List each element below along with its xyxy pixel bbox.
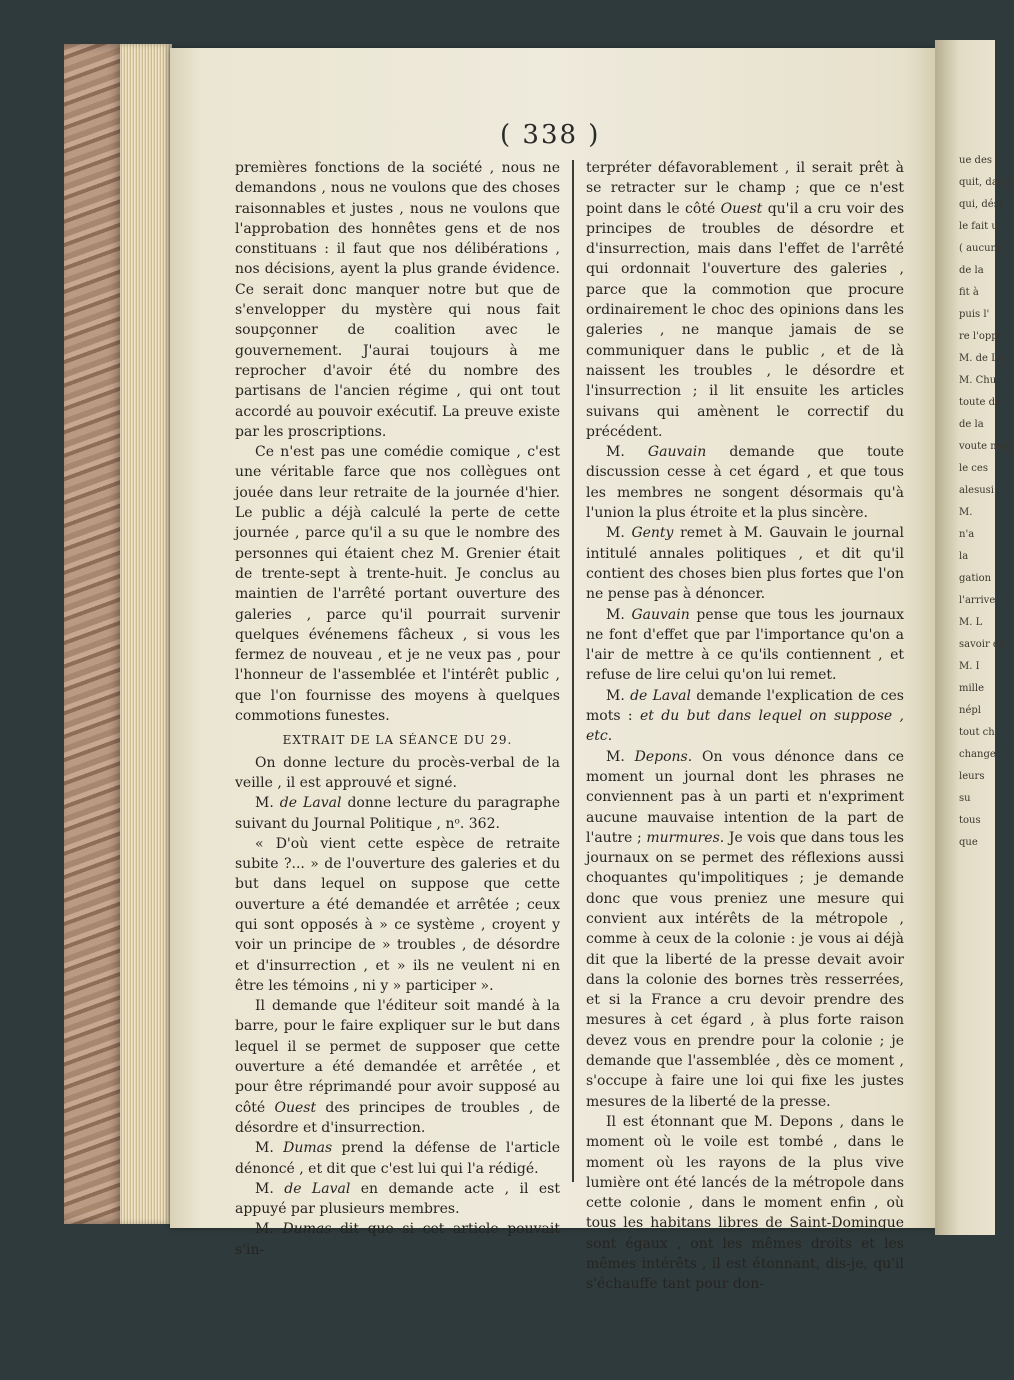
italic-text: Gauvain	[647, 444, 707, 461]
adjacent-page-text: ue des l quit, dans qui, dési le fait ui ( aucune de la fit à puis l' re l'oppr M. de La M. Chu toute de de la voute mais le ces alesusi M. n'a la gation l'arrive M. L savoir de M. I mille népl tout ch change leurs su tous que	[959, 155, 1014, 848]
italic-text: Ouest	[720, 200, 763, 217]
paragraph	[586, 158, 904, 442]
italic-text: Genty	[631, 525, 674, 542]
text-run: en demande acte , il est appuyé par plusieurs membres.	[235, 1180, 560, 1218]
paragraph	[586, 523, 904, 604]
text-run: On donne lecture du procès-verbal de la veille , il est approuvé et signé.	[235, 754, 560, 791]
paragraph	[586, 442, 904, 523]
text-run: Je vois que dans tous les journaux on se permet des réflexions aussi choquantes qu'impolitiques ; je demande donc que vous preniez une mesure qui convient aux intérêts de la métropole , comme à ceux de la colonie : je vous ai déjà dit que la liberté de la presse devait avoir dans la colonie des bornes très resserrées, et si la France a cru devoir prendre des mesures à cet égard , à plus forte raison devez vous en prendre pour la colonie ; je demande que l'assemblée , dès ce moment , s'occupe à faire une loi qui fixe les justes mesures de la liberté de la presse.	[586, 829, 904, 1110]
text-run: Il demande que l'éditeur soit mandé à la barre, pour le faire expliquer sur le but dans lequel il se permet de supposer que cette ouverture a été demandée et arrêtée , et pour être réprimandé pour avoir supposé au côté	[235, 998, 560, 1116]
paragraph	[235, 1179, 560, 1220]
text-run: demande l'explication de ces mots :	[586, 687, 904, 725]
text-run: dit que si cet article pouvait s'in-	[235, 1221, 560, 1258]
text-run: M.	[606, 748, 635, 765]
text-run: EXTRAIT DE LA SÉANCE DU 29.	[282, 733, 513, 748]
text-run: M.	[255, 1180, 285, 1197]
text-run: demande que toute discussion cesse à cet égard , et que tous les membres ne songent désormais qu'à l'union la plus étroite et la plus sincère.	[586, 444, 904, 522]
paragraph	[586, 605, 904, 686]
italic-text: Ouest	[274, 1099, 317, 1116]
text-run: Ce n'est pas une comédie comique , c'est une véritable farce que nos collègues ont jouée dans leur retraite de la journée d'hier. Le public a déjà calculé la perte de cette journée , parce qu'il a su que le nombre des personnes qui étaient chez M. Grenier était de trente-sept à trente-huit. Je conclus au maintien de l'arrêté portant ouverture des galeries , parce qu'il pourrait survenir quelques événemens fâcheux , si vous les fermez de nouveau , et je ne veux pas , pour l'honneur de l'assemblée et l'intérêt public , que l'on fournisse des moyens à quelques commotions funestes.	[235, 444, 560, 725]
italic-text: et du but dans lequel on suppose , etc.	[586, 708, 905, 745]
italic-text: Dumas	[283, 1140, 333, 1157]
section-heading	[235, 730, 560, 750]
italic-text: de Laval	[630, 687, 691, 704]
italic-text: de Laval	[284, 1180, 351, 1197]
paragraph	[235, 442, 560, 726]
column-divider	[572, 160, 574, 1182]
text-run: M.	[606, 687, 631, 704]
paragraph	[235, 1219, 560, 1260]
text-run: M.	[606, 525, 632, 542]
right-column	[586, 158, 904, 1295]
left-column	[235, 158, 560, 1260]
text-run: M.	[255, 795, 280, 812]
text-run: M.	[255, 1140, 284, 1157]
page-edges	[120, 44, 172, 1224]
paragraph	[235, 753, 560, 794]
paragraph	[235, 996, 560, 1138]
italic-text: Gauvain	[631, 606, 690, 623]
text-run: qu'il a cru voir des principes de troubles de désordre et d'insurrection, mais dans l'effet de l'arrêté qui ordonnait l'ouverture des galeries , parce que la commotion que procure ordinairement le choc des opinions dans les galeries , ne manque jamais de se communiquer dans le public , et de là naissent les troubles , le désordre et l'insurrection ; il lit ensuite les articles suivans qui amènent le correctif du précédent.	[586, 200, 905, 440]
paragraph	[235, 793, 560, 834]
text-run: « D'où vient cette espèce de retraite subite ?... » de l'ouverture des galeries et du but dans lequel on suppose que cette ouverture a été demandée et arrêtée ; ceux qui sont opposés à » ce système , croyent y voir un principe de » troubles , de désordre et d'insurrection , et » ils ne veulent ni en être les témoins , ni y » participer ».	[235, 835, 560, 994]
text-run: des principes de troubles , de désordre et d'insurrection.	[235, 1099, 560, 1136]
text-run: donne lecture du paragraphe suivant du Journal Politique , nᵒ. 362.	[235, 795, 560, 832]
text-run: On vous dénonce dans ce moment un journal dont les phrases ne conviennent pas à un parti et n'expriment aucune mauvaise intention de la part de l'autre ;	[586, 748, 904, 846]
italic-text: Depons.	[634, 748, 693, 765]
adjacent-page-fragment	[935, 40, 1014, 1235]
text-run: remet à M. Gauvain le journal intitulé annales politiques , et dit qu'il contient des choses bien plus fortes que l'on ne pense pas à dénoncer.	[586, 525, 904, 603]
text-run: M.	[606, 606, 632, 623]
paragraph	[235, 1138, 560, 1179]
text-run: Il est étonnant que M. Depons , dans le moment où le voile est tombé , dans le moment où les rayons de la plus vive lumière ont été lancés de la métropole dans cette colonie , dans le moment enfin , où tous les habitans libres de Saint-Domingue sont égaux , ont les mêmes droits et les mêmes intérêts , il est étonnant, dis-je, qu'il s'échauffe tant pour don-	[586, 1113, 904, 1293]
text-run: M.	[606, 444, 648, 461]
text-run: terpréter défavorablement , il serait prêt à se retracter sur le champ ; que ce n'est point dans le côté	[586, 160, 904, 217]
paragraph	[586, 686, 904, 747]
italic-text: Dumas	[282, 1221, 332, 1238]
paragraph	[235, 158, 560, 442]
italic-text: murmures.	[646, 829, 725, 846]
paragraph	[235, 834, 560, 996]
text-run: premières fonctions de la société , nous ne demandons , nous ne voulons que des choses raisonnables et justes , nous ne voulons que l'approbation des honnêtes gens et de nos constituans : il faut que nos délibérations , nos décisions, ayent la plus grande évidence. Ce serait donc manquer notre but que de s'envelopper du mystère qui nous fait soupçonner de coalition avec le gouvernement. J'aurai toujours à me reprocher d'avoir été du nombre des partisans de l'ancien régime , qui ont tout accordé au pouvoir exécutif. La preuve existe par les proscriptions.	[235, 160, 560, 440]
page-number: ( 338 )	[500, 120, 601, 150]
text-run: prend la défense de l'article dénoncé , et dit que c'est lui qui l'a rédigé.	[235, 1140, 560, 1177]
text-run: pense que tous les journaux ne font d'effet que par l'importance qu'on a l'air de mettre à ce qu'ils contiennent , et refuse de lire celui qu'on lui remet.	[586, 606, 904, 684]
book-binding	[64, 44, 124, 1224]
italic-text: de Laval	[279, 795, 342, 812]
paragraph	[586, 747, 904, 1112]
paragraph	[586, 1112, 904, 1295]
text-run: M.	[255, 1221, 283, 1238]
